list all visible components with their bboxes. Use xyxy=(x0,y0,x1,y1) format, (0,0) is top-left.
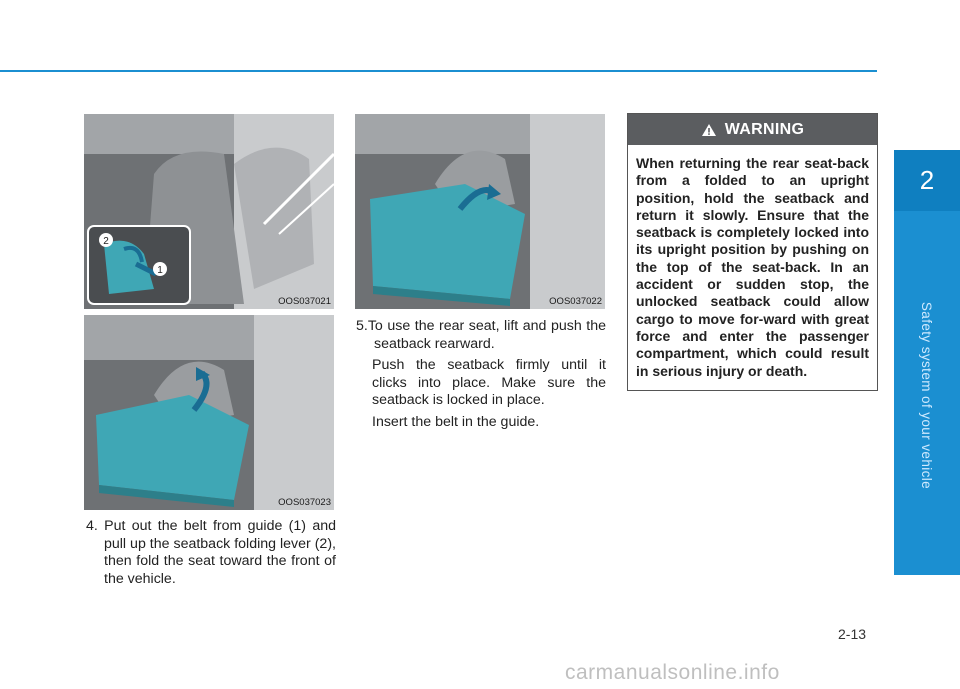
step-4-text: 4. Put out the belt from guide (1) and pull up the seatback folding lever (2), then fold the seat toward the front of the vehicle. xyxy=(86,518,336,587)
watermark: carmanualsonline.info xyxy=(565,661,780,684)
warning-title: WARNING xyxy=(724,120,805,138)
figure-seat-lever xyxy=(84,114,334,309)
step-5-para-3: Insert the belt in the guide. xyxy=(372,413,540,430)
seat-return-illustration xyxy=(355,114,605,309)
chapter-number: 2 xyxy=(894,150,960,211)
figure-seat-folded xyxy=(84,315,334,510)
chapter-title xyxy=(894,215,960,575)
callout-2-label: 2 xyxy=(103,236,109,247)
warning-header xyxy=(628,114,877,145)
seat-lever-illustration xyxy=(84,114,334,309)
page-number: 2-13 xyxy=(838,626,867,642)
figure-seat-return xyxy=(355,114,605,309)
figure-code: OOS037021 xyxy=(278,296,331,307)
callout-1-label: 1 xyxy=(157,265,163,276)
step-4 xyxy=(86,518,336,592)
seat-folded-illustration xyxy=(84,315,334,510)
chapter-title-text: Safety system of your vehicle xyxy=(919,301,935,489)
warning-triangle-icon xyxy=(701,123,717,137)
header-rule xyxy=(0,70,877,72)
warning-box xyxy=(627,113,878,391)
warning-text: When returning the rear seat-back from a folded to an upright position, hold the seatback and return it slowly. Ensure that the seatback is completely locked into its upright position by pushing on the top of the seat-back. In an accident or sudden stop, the unlocked seatback could allow cargo to move for-ward with great force and enter the passenger compartment, which could result in serious injury or death. xyxy=(636,155,869,379)
figure-code: OOS037022 xyxy=(549,296,602,307)
figure-code: OOS037023 xyxy=(278,497,331,508)
step-5-text: 5.To use the rear seat, lift and push the seatback rearward. xyxy=(356,318,606,352)
step-5 xyxy=(356,318,606,435)
step-5-para-2: Push the seatback firmly until it clicks into place. Make sure the seatback is locked in place. xyxy=(372,357,606,408)
